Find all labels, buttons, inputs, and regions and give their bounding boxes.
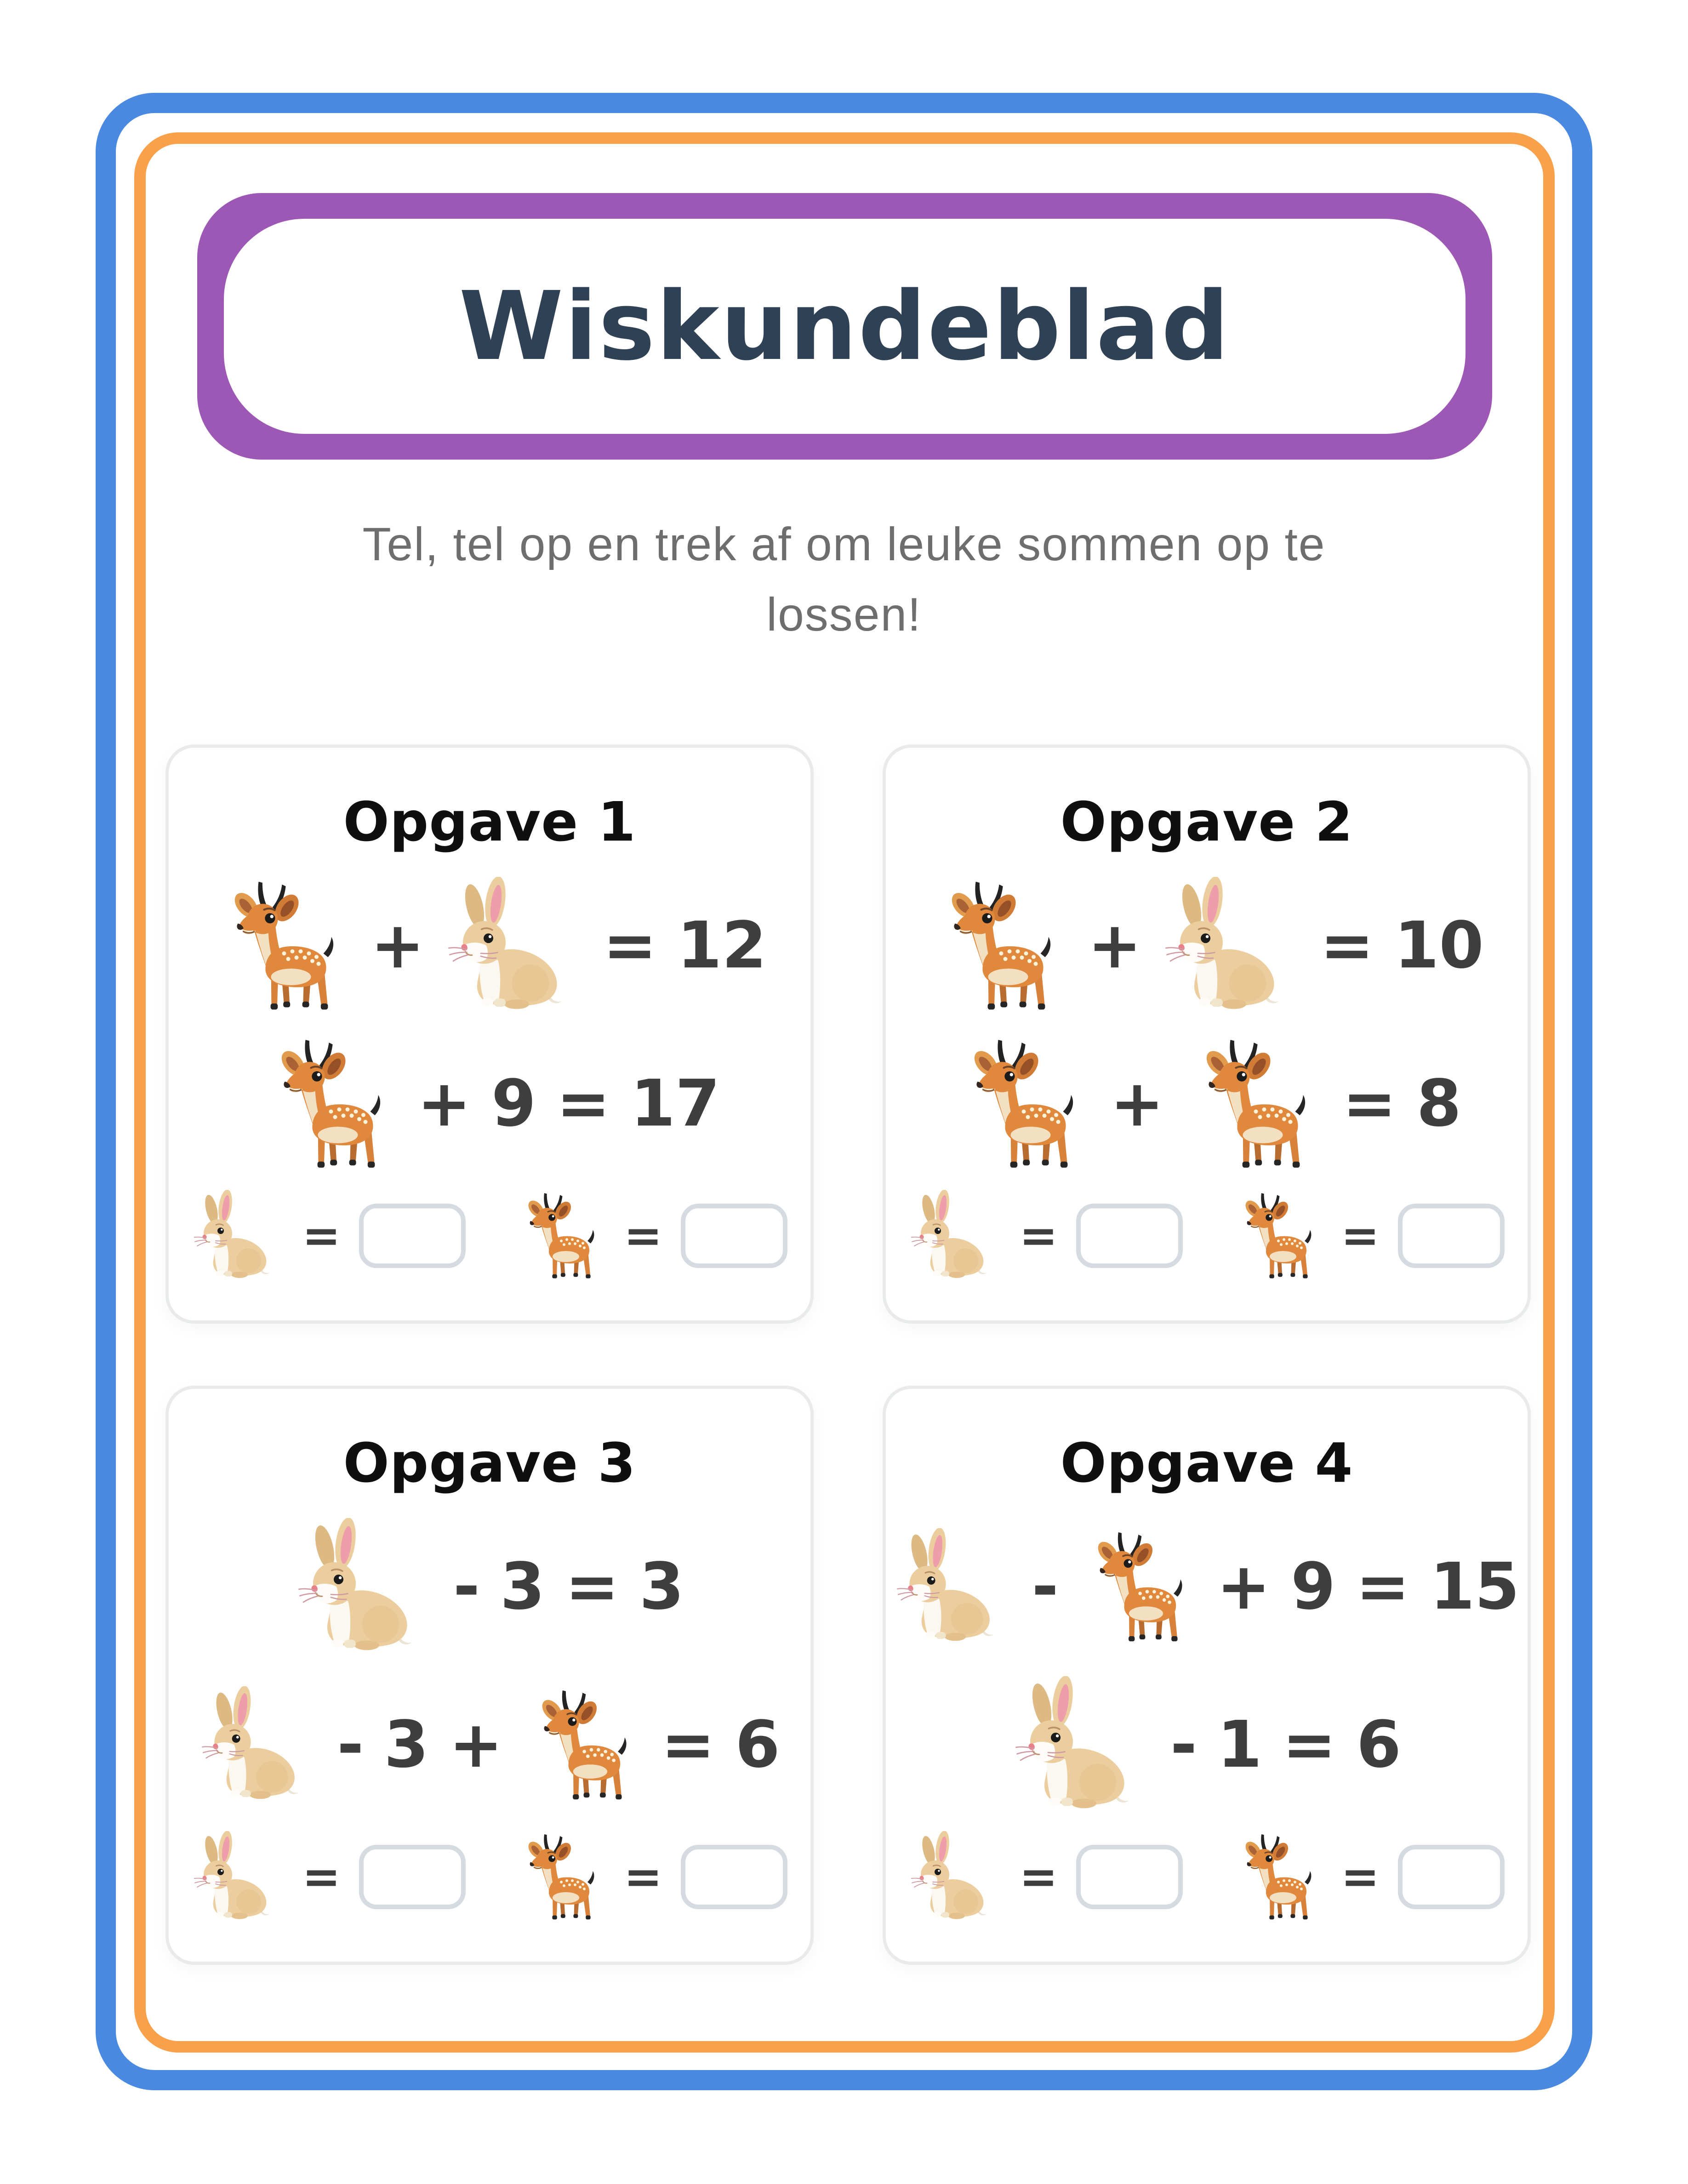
number-text: 8	[1416, 1066, 1462, 1141]
rabbit-icon	[909, 1190, 1001, 1282]
equals-text: =	[1019, 1209, 1058, 1263]
operator-text: =	[1282, 1707, 1336, 1782]
equation-row	[212, 875, 766, 1017]
answer-group-rabbit	[909, 1831, 1183, 1923]
deer-icon	[1231, 1190, 1323, 1282]
equations	[212, 875, 766, 1175]
answer-group-deer	[1231, 1831, 1505, 1923]
deer-icon	[259, 1035, 397, 1173]
page-subtitle: Tel, tel op en trek af om leuke sommen op te lossen!	[362, 518, 1326, 641]
answers-row	[192, 1831, 787, 1923]
equals-text: =	[302, 1209, 341, 1263]
number-text: 3	[500, 1549, 545, 1624]
number-text: 3	[384, 1707, 429, 1782]
equals-text: =	[1019, 1850, 1058, 1904]
card-opgave-3	[165, 1386, 814, 1965]
equals-text: =	[624, 1850, 662, 1904]
answer-box[interactable]	[1398, 1845, 1505, 1909]
rabbit-icon	[445, 877, 583, 1015]
operator-text: =	[556, 1066, 610, 1141]
operator-text: -	[337, 1707, 364, 1782]
deer-icon	[523, 1686, 641, 1804]
number-text: 17	[630, 1066, 720, 1141]
answer-group-rabbit	[909, 1190, 1183, 1282]
number-text: 6	[735, 1707, 780, 1782]
equals-text: =	[1341, 1209, 1380, 1263]
number-text: 6	[1356, 1707, 1402, 1782]
card-opgave-2	[883, 745, 1531, 1324]
answer-group-rabbit	[192, 1831, 466, 1923]
equations	[894, 1516, 1520, 1816]
card-opgave-4	[883, 1386, 1531, 1965]
equation-row	[952, 1033, 1461, 1175]
number-text: 3	[639, 1549, 684, 1624]
card-title: Opgave 2	[1060, 790, 1353, 853]
equals-text: =	[624, 1209, 662, 1263]
rabbit-icon	[1012, 1676, 1150, 1814]
operator-text: -	[1032, 1549, 1059, 1624]
title-box	[224, 219, 1466, 434]
answer-box[interactable]	[1398, 1204, 1505, 1268]
card-title: Opgave 3	[343, 1431, 636, 1495]
equations	[930, 875, 1483, 1175]
rabbit-icon	[199, 1686, 317, 1804]
operator-text: +	[1110, 1066, 1164, 1141]
answers-row	[192, 1190, 787, 1282]
answer-box[interactable]	[1076, 1845, 1183, 1909]
operator-text: =	[1320, 908, 1374, 983]
deer-icon	[513, 1831, 605, 1923]
deer-icon	[952, 1035, 1090, 1173]
title-banner	[197, 193, 1492, 460]
number-text: 9	[1290, 1549, 1336, 1624]
answer-group-deer	[513, 1831, 787, 1923]
deer-icon	[1079, 1528, 1197, 1646]
rabbit-icon	[192, 1831, 284, 1923]
operator-text: =	[1342, 1066, 1397, 1141]
equation-row	[930, 875, 1483, 1017]
rabbit-icon	[894, 1528, 1012, 1646]
answer-box[interactable]	[681, 1204, 787, 1268]
answer-box[interactable]	[359, 1204, 466, 1268]
number-text: 10	[1394, 908, 1484, 983]
rabbit-icon	[909, 1831, 1001, 1923]
operator-text: +	[1216, 1549, 1271, 1624]
operator-text: =	[1356, 1549, 1410, 1624]
deer-icon	[1231, 1831, 1323, 1923]
equals-text: =	[302, 1850, 341, 1904]
equations	[199, 1516, 780, 1816]
rabbit-icon	[1162, 877, 1300, 1015]
deer-icon	[930, 877, 1067, 1015]
operator-text: -	[1170, 1707, 1197, 1782]
rabbit-icon	[192, 1190, 284, 1282]
answer-box[interactable]	[1076, 1204, 1183, 1268]
rabbit-icon	[295, 1518, 433, 1656]
answer-group-rabbit	[192, 1190, 466, 1282]
operator-text: =	[603, 908, 657, 983]
equation-row	[1012, 1674, 1401, 1816]
operator-text: =	[661, 1707, 715, 1782]
operator-text: +	[371, 908, 425, 983]
equation-row	[295, 1516, 684, 1658]
answers-row	[909, 1831, 1505, 1923]
deer-icon	[513, 1190, 605, 1282]
number-text: 1	[1217, 1707, 1262, 1782]
card-title: Opgave 4	[1060, 1431, 1353, 1495]
answer-box[interactable]	[681, 1845, 787, 1909]
number-text: 12	[677, 908, 767, 983]
deer-icon	[212, 877, 350, 1015]
operator-text: =	[565, 1549, 619, 1624]
number-text: 15	[1430, 1549, 1520, 1624]
card-title: Opgave 1	[343, 790, 636, 853]
deer-icon	[1184, 1035, 1322, 1173]
operator-text: -	[453, 1549, 480, 1624]
equation-row	[894, 1516, 1520, 1658]
answer-group-deer	[1231, 1190, 1505, 1282]
equals-text: =	[1341, 1850, 1380, 1904]
equation-row	[199, 1674, 780, 1816]
equation-row	[259, 1033, 720, 1175]
operator-text: +	[449, 1707, 503, 1782]
answers-row	[909, 1190, 1505, 1282]
card-opgave-1	[165, 745, 814, 1324]
answer-group-deer	[513, 1190, 787, 1282]
operator-text: +	[417, 1066, 471, 1141]
answer-box[interactable]	[359, 1845, 466, 1909]
operator-text: +	[1088, 908, 1142, 983]
page-title: Wiskundeblad	[459, 271, 1231, 381]
number-text: 9	[491, 1066, 536, 1141]
